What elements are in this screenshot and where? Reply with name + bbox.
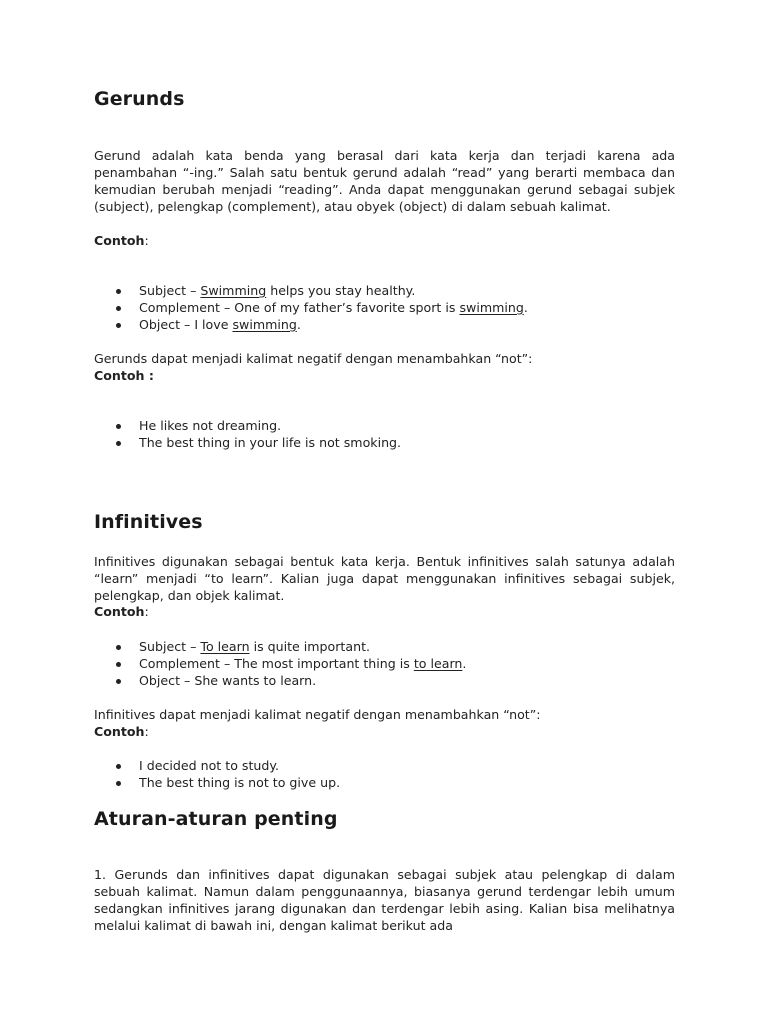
bullet-icon [116, 764, 121, 769]
gerunds-example-label: Contoh: [94, 233, 149, 248]
gerunds-intro: Gerund adalah kata benda yang berasal dari kata kerja dan terjadi karena ada penambahan “-ing.” Salah satu bentuk gerund adalah “read” yang berarti membaca dan kemudian berubah menjadi “reading”. Anda dapat menggunakan gerund sebagai subjek (subject), pelengkap (complement), atau obyek (object) di dalam sebuah kalimat. [94, 148, 675, 214]
bullet-icon [116, 645, 121, 650]
list-item: Object – She wants to learn. [94, 672, 675, 689]
bullet-icon [116, 679, 121, 684]
gerunds-negative-label: Contoh : [94, 368, 154, 383]
list-item: Complement – The most important thing is to learn. [94, 655, 675, 672]
gerunds-negative-intro: Gerunds dapat menjadi kalimat negatif dengan menambahkan “not”: [94, 351, 533, 366]
rules-paragraph: 1. Gerunds dan infinitives dapat digunakan sebagai subjek atau pelengkap di dalam sebuah kalimat. Namun dalam penggunaannya, biasanya gerund terdengar lebih umum sedangkan infinitives jarang digunakan dan terdengar lebih asing. Kalian bisa melihatnya melalui kalimat di bawah ini, dengan kalimat berikut ada [94, 867, 675, 933]
list-item: Object – I love swimming. [94, 316, 675, 333]
bullet-icon [116, 662, 121, 667]
bullet-icon [116, 781, 121, 786]
infinitives-negative-label: Contoh: [94, 724, 149, 739]
list-item: The best thing in your life is not smoking. [94, 434, 675, 451]
list-item: He likes not dreaming. [94, 417, 675, 434]
bullet-icon [116, 289, 121, 294]
list-item: Subject – To learn is quite important. [94, 638, 675, 655]
rules-heading: Aturan-aturan penting [94, 808, 338, 830]
list-item: The best thing is not to give up. [94, 774, 675, 791]
infinitives-example-list [94, 638, 675, 689]
gerunds-heading: Gerunds [94, 88, 185, 110]
bullet-icon [116, 306, 121, 311]
bullet-icon [116, 424, 121, 429]
gerunds-example-list [94, 282, 675, 333]
bullet-icon [116, 441, 121, 446]
infinitives-intro: Infinitives digunakan sebagai bentuk kata kerja. Bentuk infinitives salah satunya adalah “learn” menjadi “to learn”. Kalian juga dapat menggunakan infinitives sebagai subjek, pelengkap, dan objek kalimat. [94, 554, 675, 603]
list-item: Complement – One of my father’s favorite sport is swimming. [94, 299, 675, 316]
infinitives-negative-intro: Infinitives dapat menjadi kalimat negatif dengan menambahkan “not”: [94, 707, 541, 722]
list-item: Subject – Swimming helps you stay healthy. [94, 282, 675, 299]
infinitives-negative-list [94, 757, 675, 791]
infinitives-example-label: Contoh: [94, 604, 149, 619]
gerunds-negative-list [94, 417, 675, 451]
infinitives-heading: Infinitives [94, 511, 203, 533]
list-item: I decided not to study. [94, 757, 675, 774]
bullet-icon [116, 323, 121, 328]
